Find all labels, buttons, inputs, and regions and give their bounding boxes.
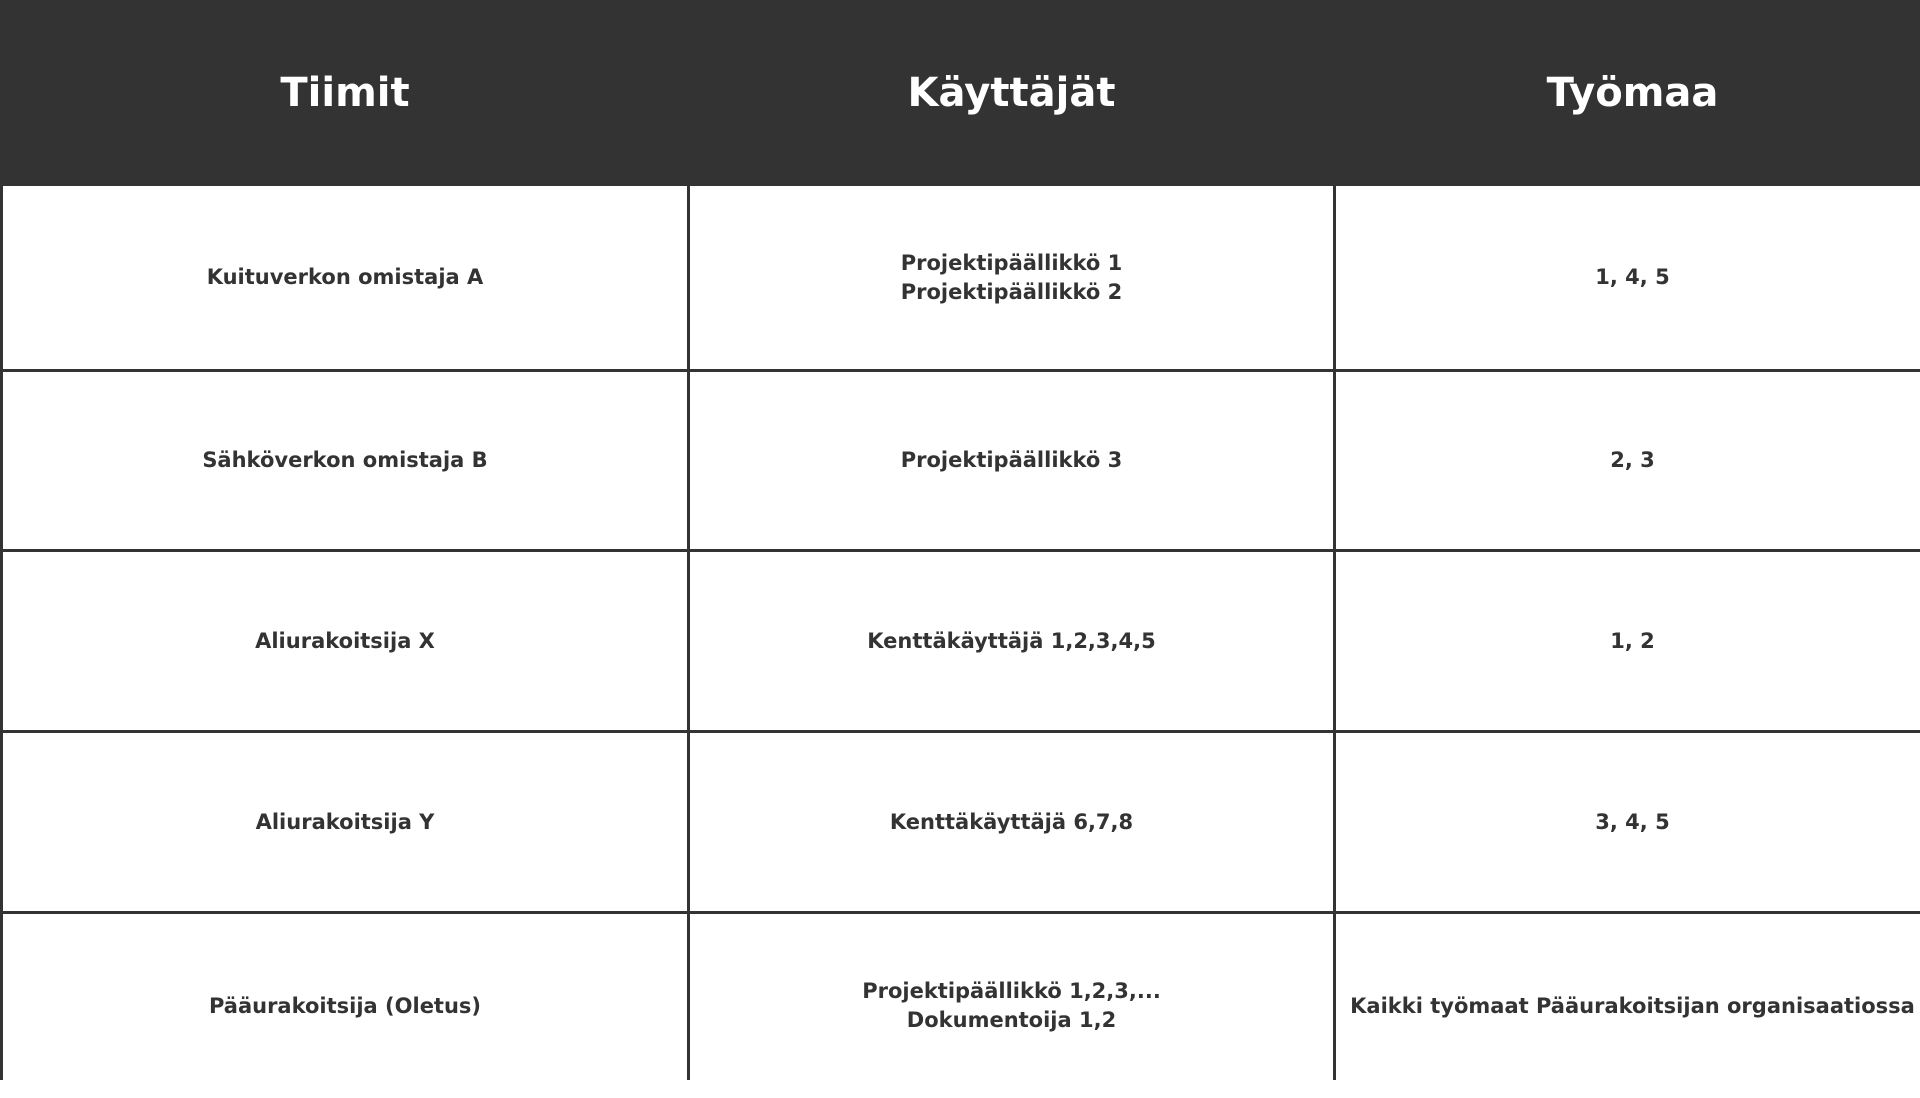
row-3-sites: 1, 2 bbox=[1336, 552, 1920, 730]
row-1-sites: 1, 4, 5 bbox=[1336, 186, 1920, 369]
row-5-sites: Kaikki työmaat Pääurakoitsijan organisaatiossa bbox=[1336, 914, 1920, 1098]
row-1-users: Projektipäällikkö 1 Projektipäällikkö 2 bbox=[690, 186, 1333, 369]
header-users: Käyttäjät bbox=[690, 3, 1333, 183]
row-4-sites: 3, 4, 5 bbox=[1336, 733, 1920, 911]
row-2-users: Projektipäällikkö 3 bbox=[690, 372, 1333, 549]
row-5-users: Projektipäällikkö 1,2,3,... Dokumentoija 1,2 bbox=[690, 914, 1333, 1098]
row-4-users: Kenttäkäyttäjä 6,7,8 bbox=[690, 733, 1333, 911]
header-sites: Työmaa bbox=[1336, 3, 1920, 183]
row-4-team: Aliurakoitsija Y bbox=[3, 733, 687, 911]
row-3-team: Aliurakoitsija X bbox=[3, 552, 687, 730]
row-5-team: Pääurakoitsija (Oletus) bbox=[3, 914, 687, 1098]
row-2-sites: 2, 3 bbox=[1336, 372, 1920, 549]
row-2-team: Sähköverkon omistaja B bbox=[3, 372, 687, 549]
header-teams: Tiimit bbox=[3, 3, 687, 183]
row-3-users: Kenttäkäyttäjä 1,2,3,4,5 bbox=[690, 552, 1333, 730]
row-1-team: Kuituverkon omistaja A bbox=[3, 186, 687, 369]
